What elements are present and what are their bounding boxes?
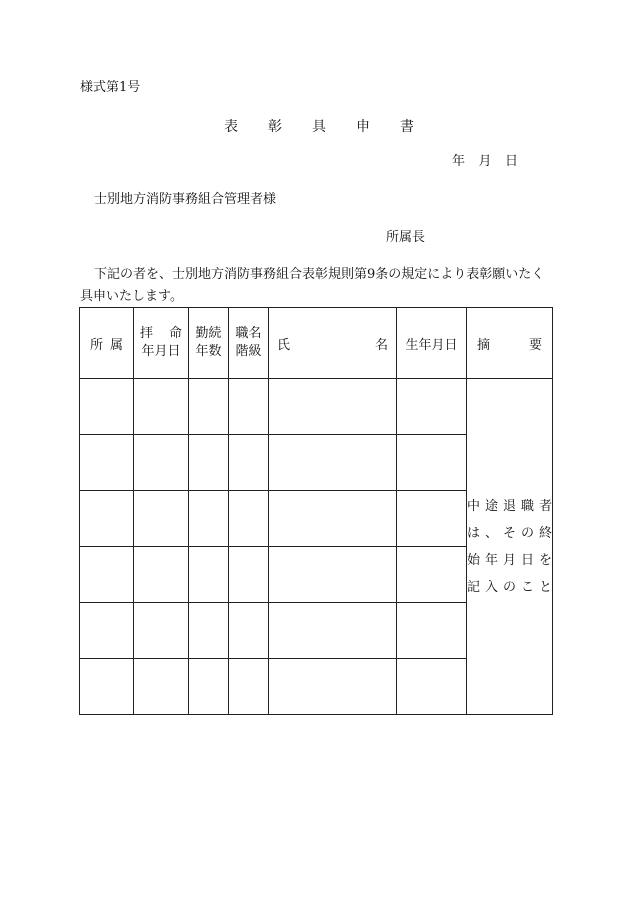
cell-position-rank: [229, 435, 269, 491]
title-char: 表: [224, 119, 238, 135]
cell-appointment-date: [134, 435, 189, 491]
cell-position-rank: [229, 491, 269, 547]
cell-birth-date: [397, 379, 467, 435]
cell-position-rank: [229, 659, 269, 715]
remarks-note-line: 始年月日を: [467, 552, 552, 568]
header-name: 氏 名: [269, 308, 397, 379]
cell-affiliation: [80, 379, 134, 435]
cell-appointment-date: [134, 659, 189, 715]
body-line: 下記の者を、士別地方消防事務組合表彰規則第9条の規定により表彰願いたく: [94, 267, 545, 282]
cell-position-rank: [229, 603, 269, 659]
cell-birth-date: [397, 547, 467, 603]
remarks-note-line: 記入のこと: [467, 579, 552, 595]
cell-affiliation: [80, 659, 134, 715]
title-char: 書: [400, 119, 414, 135]
cell-years-of-service: [189, 547, 229, 603]
cell-affiliation: [80, 435, 134, 491]
date-year: 年: [452, 154, 466, 169]
cell-years-of-service: [189, 603, 229, 659]
cell-affiliation: [80, 547, 134, 603]
cell-position-rank: [229, 547, 269, 603]
remarks-note-line: 中途退職者: [467, 498, 552, 514]
cell-name: [269, 491, 397, 547]
title-char: 具: [312, 119, 326, 135]
cell-affiliation: [80, 603, 134, 659]
cell-birth-date: [397, 603, 467, 659]
title-char: 彰: [268, 119, 282, 135]
header-remarks: 摘 要: [467, 308, 553, 379]
cell-years-of-service: [189, 491, 229, 547]
document-title: [224, 120, 414, 134]
date-day: 日: [504, 154, 518, 169]
cell-affiliation: [80, 491, 134, 547]
body-line: 具申いたします。: [80, 289, 183, 304]
form-number: 様式第1号: [80, 80, 141, 95]
cell-years-of-service: [189, 435, 229, 491]
addressee: 士別地方消防事務組合管理者様: [94, 192, 277, 207]
table-row: [80, 379, 553, 435]
body-paragraph: [80, 264, 555, 308]
cell-appointment-date: [134, 603, 189, 659]
cell-name: [269, 603, 397, 659]
cell-birth-date: [397, 435, 467, 491]
cell-name: [269, 379, 397, 435]
table-header-row: [80, 308, 553, 379]
date-month: 月: [478, 154, 492, 169]
cell-name: [269, 659, 397, 715]
header-appointment-date: 拝 命 年月日: [134, 308, 189, 379]
cell-years-of-service: [189, 379, 229, 435]
recommendation-table: [79, 307, 553, 715]
header-position-rank: 職名 階級: [229, 308, 269, 379]
header-years-of-service: 勤続 年数: [189, 308, 229, 379]
remarks-note-line: は、その終: [467, 525, 552, 541]
header-birth-date: 生年月日: [397, 308, 467, 379]
cell-appointment-date: [134, 379, 189, 435]
date-line: [452, 155, 518, 168]
title-char: 申: [356, 119, 370, 135]
cell-name: [269, 435, 397, 491]
cell-years-of-service: [189, 659, 229, 715]
header-affiliation: 所 属: [80, 308, 134, 379]
cell-remarks-note: [467, 379, 553, 715]
cell-name: [269, 547, 397, 603]
cell-birth-date: [397, 659, 467, 715]
cell-appointment-date: [134, 547, 189, 603]
department-head: 所属長: [386, 230, 426, 245]
cell-birth-date: [397, 491, 467, 547]
cell-position-rank: [229, 379, 269, 435]
cell-appointment-date: [134, 491, 189, 547]
